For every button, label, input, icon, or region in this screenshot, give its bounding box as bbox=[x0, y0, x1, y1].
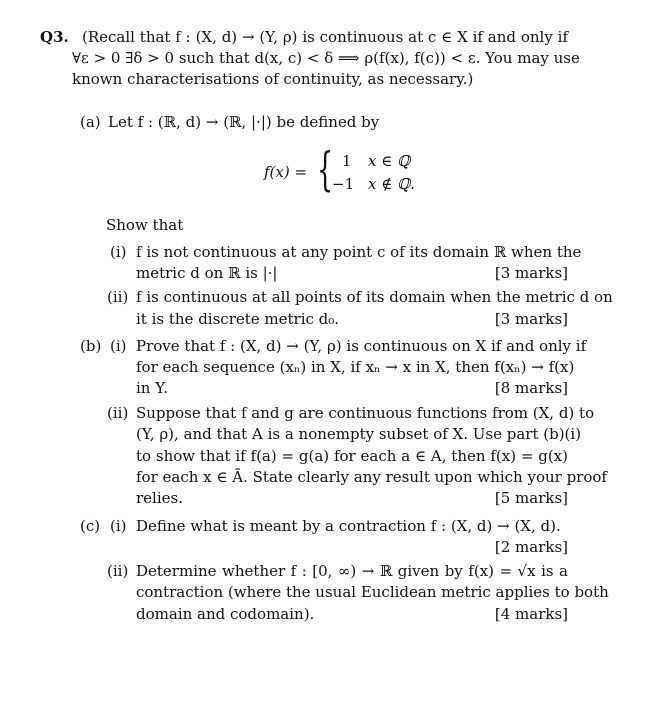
brace-glyph: { bbox=[317, 142, 334, 196]
part-b-ii-line-1: Suppose that f and g are continuous functions from (X, d) to bbox=[136, 404, 595, 422]
part-b-ii-marks: [5 marks] bbox=[494, 489, 568, 507]
part-b-ii-line-2: (Y, ρ), and that A is a nonempty subset of X. Use part (b)(i) bbox=[136, 425, 582, 443]
part-b-ii-line-5: relies. bbox=[136, 489, 183, 507]
part-a-stem: Let f : (ℝ, d) → (ℝ, |·|) be defined by bbox=[108, 113, 380, 131]
part-a-i-marks: [3 marks] bbox=[494, 264, 568, 282]
part-b-i-label: (i) bbox=[110, 337, 127, 355]
question-label: Q3. bbox=[40, 28, 69, 46]
part-a-i-label: (i) bbox=[110, 243, 127, 261]
part-c-label: (c) bbox=[80, 517, 101, 535]
case-1-value: 1 bbox=[342, 152, 352, 170]
part-b-ii-line-3: to show that if f(a) = g(a) for each a ∈ A, then f(x) = g(x) bbox=[136, 447, 568, 465]
intro-line-1: (Recall that f : (X, d) → (Y, ρ) is continuous at c ∈ X if and only if bbox=[82, 28, 568, 46]
case-2-condition: x ∉ ℚ. bbox=[368, 175, 415, 193]
part-a-i-line-1: f is not continuous at any point c of its domain ℝ when the bbox=[136, 243, 582, 261]
definition-lhs: f(x) = bbox=[264, 163, 308, 181]
part-b-i-line-1: Prove that f : (X, d) → (Y, ρ) is continuous on X if and only if bbox=[136, 337, 587, 355]
part-c-i-marks: [2 marks] bbox=[494, 538, 568, 556]
part-a-ii-line-2: it is the discrete metric d₀. bbox=[136, 310, 340, 328]
part-a-ii-label: (ii) bbox=[107, 288, 129, 306]
part-c-ii-marks: [4 marks] bbox=[494, 605, 568, 623]
part-b-ii-line-4: for each x ∈ Ā. State clearly any result upon which your proof bbox=[136, 468, 607, 486]
intro-line-3: known characterisations of continuity, as necessary.) bbox=[72, 70, 474, 88]
part-c-ii-line-2: contraction (where the usual Euclidean metric applies to both bbox=[136, 583, 609, 601]
part-c-i-label: (i) bbox=[110, 517, 127, 535]
part-c-ii-line-1: Determine whether f : [0, ∞) → ℝ given by f(x) = √x is a bbox=[136, 562, 568, 580]
part-c-i-line-1: Define what is meant by a contraction f : (X, d) → (X, d). bbox=[136, 517, 561, 535]
part-a-ii-line-1: f is continuous at all points of its domain when the metric d on bbox=[136, 288, 613, 306]
part-b-i-line-2: for each sequence (xₙ) in X, if xₙ → x in X, then f(xₙ) → f(x) bbox=[136, 358, 575, 376]
part-a-ii-marks: [3 marks] bbox=[494, 310, 568, 328]
part-b-i-line-3: in Y. bbox=[136, 379, 168, 397]
case-1-condition: x ∈ ℚ bbox=[368, 152, 411, 170]
part-b-i-marks: [8 marks] bbox=[494, 379, 568, 397]
part-a-i-line-2: metric d on ℝ is |·| bbox=[136, 264, 278, 282]
intro-line-2: ∀ε > 0 ∃δ > 0 such that d(x, c) < δ ⟹ ρ(f(x), f(c)) < ε. You may use bbox=[72, 49, 580, 67]
show-that-text: Show that bbox=[106, 216, 184, 234]
part-c-ii-label: (ii) bbox=[107, 562, 129, 580]
part-c-ii-line-3: domain and codomain). bbox=[136, 605, 315, 623]
part-b-ii-label: (ii) bbox=[107, 404, 129, 422]
part-b-label: (b) bbox=[80, 337, 102, 355]
case-2-value: −1 bbox=[332, 175, 355, 193]
part-a-label: (a) bbox=[80, 113, 101, 131]
